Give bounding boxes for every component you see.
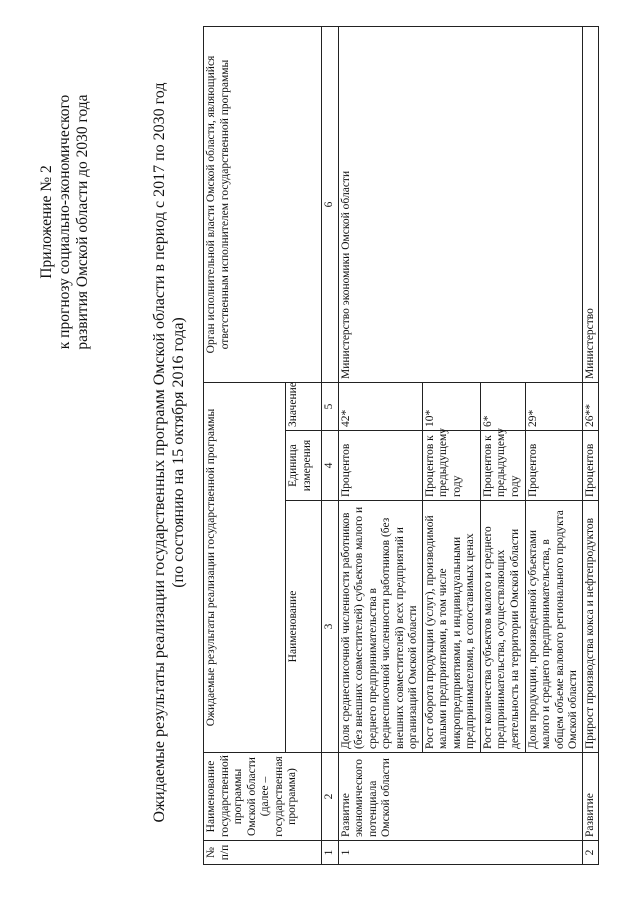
title-line-2: (по состоянию на 15 октября 2016 года) [170, 317, 187, 588]
col-number: 3 [322, 501, 339, 753]
indicator-unit: Процентов [525, 431, 582, 501]
table-row [582, 27, 599, 865]
row-number: 2 [582, 841, 599, 865]
appendix-line-3: развития Омской области до 2030 года [74, 94, 91, 350]
header-results: Ожидаемые результаты реализации государственной программы [204, 383, 286, 753]
indicator-unit: Процентов к предыдущему году [422, 431, 480, 501]
indicator-value: 29* [525, 383, 582, 431]
col-number: 4 [322, 431, 339, 501]
column-number-row [322, 27, 339, 865]
appendix-line-2: к прогнозу социально-экономического [56, 94, 73, 350]
row-number: 1 [338, 841, 582, 865]
document-title [150, 0, 188, 905]
header-name: Наименование [286, 501, 322, 753]
table-row [338, 27, 422, 865]
col-number: 5 [322, 383, 339, 431]
indicator-name: Доля продукции, произведенной субъектами малого и среднего предпринимательства, в общем объеме валового регионального продукта Омской области [525, 501, 582, 753]
appendix-line-1: Приложение № 2 [38, 165, 55, 279]
header-value: Значение [286, 383, 322, 431]
indicator-unit: Процентов [338, 431, 422, 501]
header-unit: Единица измерения [286, 431, 322, 501]
indicator-name: Прирост производства кокса и нефтепродуктов [582, 501, 599, 753]
indicator-value: 26** [582, 383, 599, 431]
col-number: 1 [322, 841, 339, 865]
responsible-agency: Министерство [582, 27, 599, 383]
results-table [203, 26, 599, 865]
program-name: Развитие экономического потенциала Омской области [338, 753, 582, 841]
header-program: Наименование государственной программы Омской области (далее – государственная программа) [204, 753, 322, 841]
indicator-name: Рост оборота продукции (услуг), производимой малыми предприятиями, в том числе микропредприятиями, и индивидуальными предпринимателями, в сопоставимых ценах [422, 501, 480, 753]
col-number: 6 [322, 27, 339, 383]
indicator-unit: Процентов к предыдущему году [480, 431, 525, 501]
col-number: 2 [322, 753, 339, 841]
indicator-name: Доля среднесписочной численности работников (без внешних совместителей) субъектов малого и среднего предпринимательства в среднесписочной численности работников (без внешних совместителей) всех предприятий и организаций Омской области [338, 501, 422, 753]
indicator-value: 6* [480, 383, 525, 431]
header-num: № п/п [204, 841, 322, 865]
indicator-unit: Процентов [582, 431, 599, 501]
program-name: Развитие [582, 753, 599, 841]
title-line-1: Ожидаемые результаты реализации государственных программ Омской области в период с 2017 по 2030 год [151, 82, 168, 823]
indicator-value: 10* [422, 383, 480, 431]
indicator-value: 42* [338, 383, 422, 431]
indicator-name: Рост количества субъектов малого и среднего предпринимательства, осуществляющих деятельность на территории Омской области [480, 501, 525, 753]
responsible-agency: Министерство экономики Омской области [338, 27, 582, 383]
header-agency: Орган исполнительной власти Омской области, являющийся ответственным исполнителем государственной программы [204, 27, 322, 383]
appendix-note [38, 32, 92, 412]
header-row-1 [204, 27, 286, 865]
